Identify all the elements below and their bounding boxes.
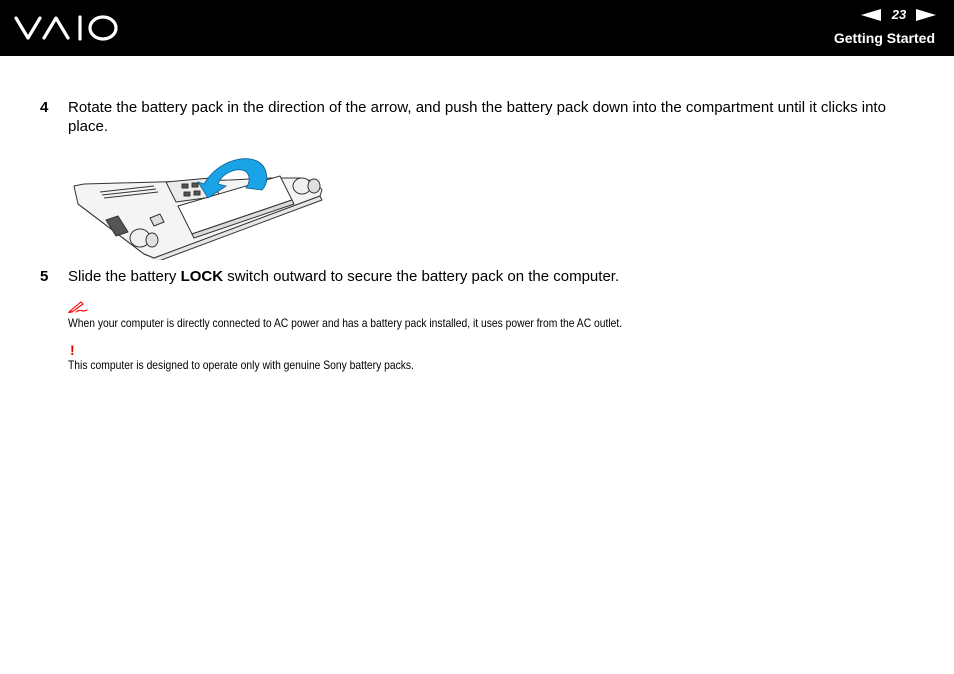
previous-page-arrow-icon[interactable] [861, 9, 881, 21]
note-text: When your computer is directly connected to AC power and has a battery pack installed, it uses power from the AC outlet. [68, 316, 623, 330]
page-number: 23 [891, 7, 907, 22]
page-header [0, 0, 954, 56]
page-navigation [861, 7, 936, 23]
step-4-text: Rotate the battery pack in the direction of the arrow, and push the battery pack down into the compartment until it clicks into place. [68, 99, 886, 135]
warning-text: This computer is designed to operate only with genuine Sony battery packs. [68, 358, 414, 372]
step-5-text-before: Slide the battery [68, 268, 181, 285]
pencil-note-icon [68, 301, 88, 313]
step-5-text [68, 267, 928, 286]
next-page-arrow-icon[interactable] [916, 9, 936, 21]
step-5-text-after: switch outward to secure the battery pack on the computer. [223, 268, 620, 285]
step-5-number: 5 [40, 268, 49, 285]
section-title: Getting Started [833, 30, 935, 46]
battery-insertion-illustration [70, 148, 326, 260]
lock-switch-label: LOCK [180, 268, 224, 285]
step-4-number: 4 [40, 99, 49, 116]
vaio-logo [14, 14, 120, 42]
exclamation-icon: ! [70, 342, 75, 358]
